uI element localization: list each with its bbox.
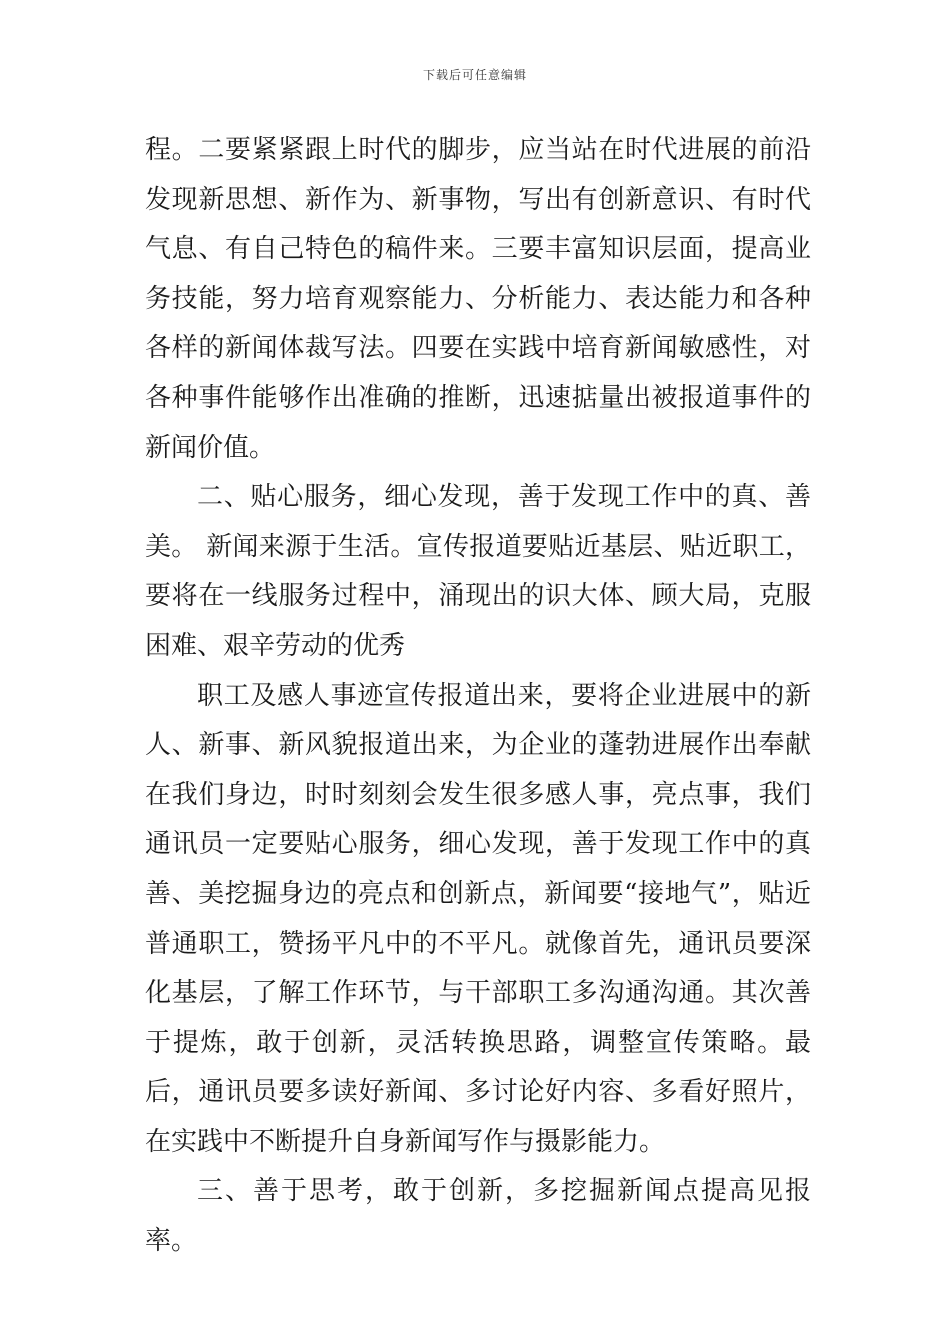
page-header: 下载后可任意编辑 — [422, 68, 527, 82]
document-body — [145, 126, 811, 1267]
paragraph-section-three: 三、善于思考，敢于创新，多挖掘新闻点提高见报率。 — [145, 1176, 811, 1257]
paragraph-continuation: 程。二要紧紧跟上时代的脚步，应当站在时代进展的前沿发现新思想、新作为、新事物，写出有创新意识、有时代气息、有自己特色的稿件来。三要丰富知识层面，提高业务技能，努力培育观察能力、分析能力、表达能力和各种各样的新闻体裁写法。四要在实践中培育新闻敏感性，对各种事件能够作出准确的推断，迅速掂量出被报道事件的新闻价值。 — [145, 135, 811, 463]
paragraph-section-two: 二、贴心服务，细心发现，善于发现工作中的真、善美。 新闻来源于生活。宣传报道要贴近基层、贴近职工，要将在一线服务过程中，涌现出的识大体、顾大局，克服困难、艰辛劳动的优秀 — [145, 482, 811, 661]
paragraph-employee-stories: 职工及感人事迹宣传报道出来，要将企业进展中的新人、新事、新风貌报道出来，为企业的蓬勃进展作出奉献在我们身边，时时刻刻会发生很多感人事，亮点事，我们通讯员一定要贴心服务，细心发现，善于发现工作中的真善、美挖掘身边的亮点和创新点，新闻要“接地气”，贴近普通职工，赞扬平凡中的不平凡。就像首先，通讯员要深化基层，了解工作环节，与干部职工多沟通沟通。其次善于提炼，敢于创新，灵活转换思路，调整宣传策略。最后，通讯员要多读好新闻、多讨论好内容、多看好照片，在实践中不断提升自身新闻写作与摄影能力。 — [145, 680, 811, 1157]
